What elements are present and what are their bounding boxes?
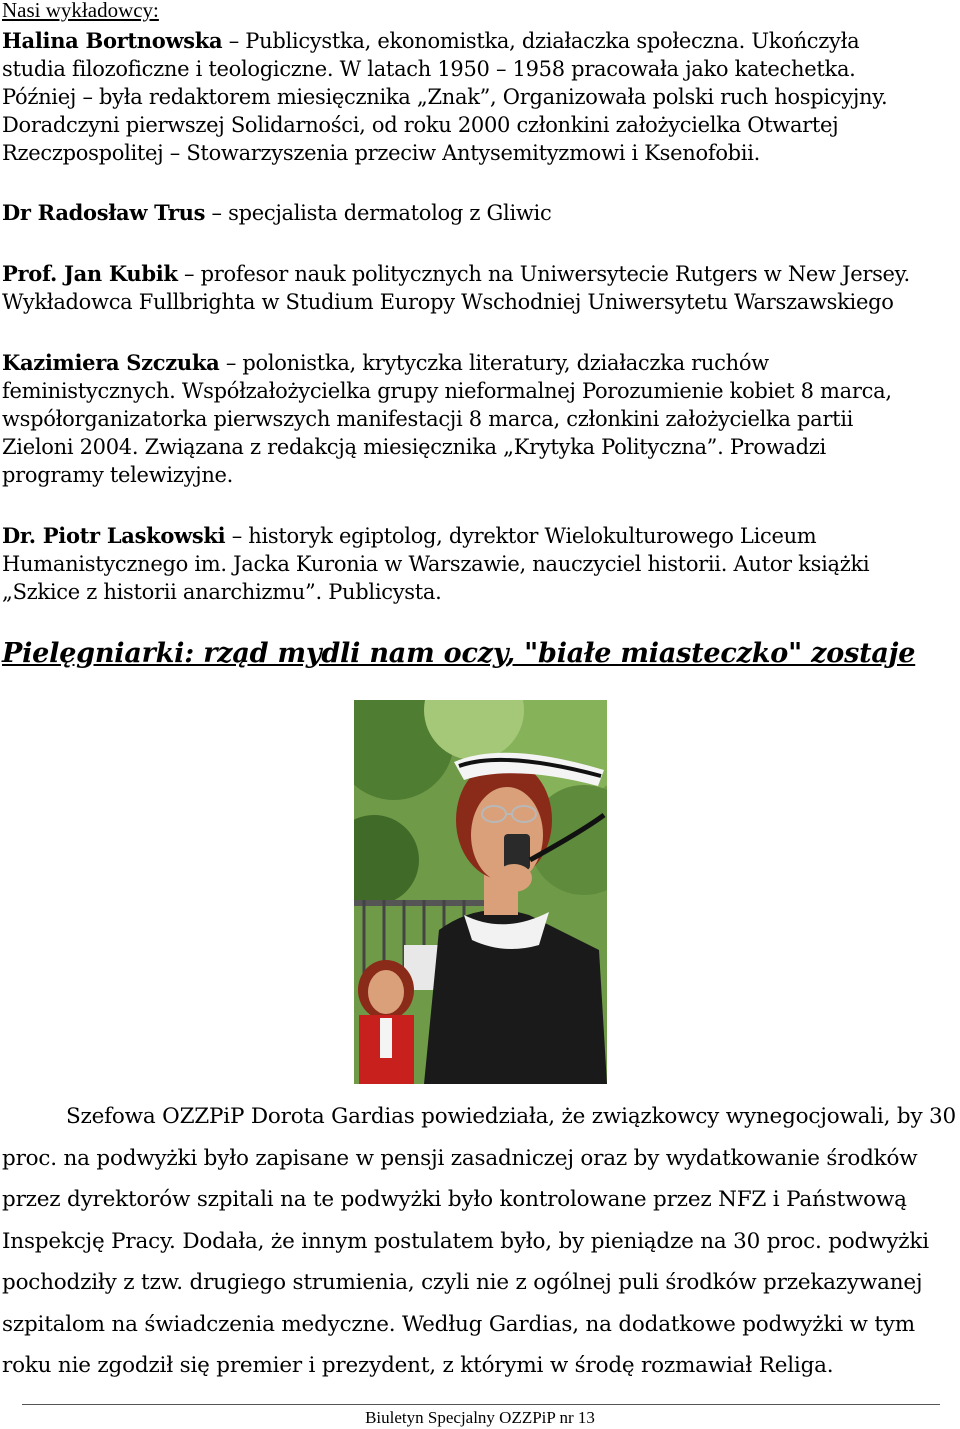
lecturer-desc-line: współorganizatorka pierwszych manifestacji 8 marca, członkini założycielka partii xyxy=(2,407,854,431)
article-line: roku nie zgodził się premier i prezydent, z którymi w środę rozmawiał Religa. xyxy=(2,1353,834,1378)
lecturer-desc-line: „Szkice z historii anarchizmu”. Publicysta. xyxy=(2,580,442,604)
section-title: Nasi wykładowcy: xyxy=(2,0,159,22)
article-line: przez dyrektorów szpitali na te podwyżki było kontrolowane przez NFZ i Państwową xyxy=(2,1187,907,1212)
lecturer-desc-line: – specjalista dermatolog z Gliwic xyxy=(205,201,552,225)
lecturer-desc-line: Wykładowca Fullbrighta w Studium Europy Wschodniej Uniwersytetu Warszawskiego xyxy=(2,290,894,314)
lecturer-trus xyxy=(2,199,957,227)
lecturer-desc-line: Doradczyni pierwszej Solidarności, od roku 2000 członkini założycielka Otwartej xyxy=(2,113,839,137)
footer-divider xyxy=(22,1404,940,1405)
lecturer-name: Dr. Piotr Laskowski xyxy=(2,523,226,548)
lecturer-name: Prof. Jan Kubik xyxy=(2,261,178,286)
lecturer-name: Kazimiera Szczuka xyxy=(2,350,220,375)
lecturer-name: Halina Bortnowska xyxy=(2,28,223,53)
lecturer-desc-line: – profesor nauk politycznych na Uniwersytecie Rutgers w New Jersey. xyxy=(177,262,910,286)
lecturer-desc-line: – historyk egiptolog, dyrektor Wielokulturowego Liceum xyxy=(225,524,817,548)
article-line: Szefowa OZZPiP Dorota Gardias powiedziała, że związkowcy wynegocjowali, by 30 xyxy=(66,1104,956,1129)
page-footer: Biuletyn Specjalny OZZPiP nr 13 xyxy=(365,1408,595,1427)
lecturer-desc-line: Rzeczpospolitej – Stowarzyszenia przeciw Antysemityzmowi i Ksenofobii. xyxy=(2,141,761,165)
lecturer-name: Dr Radosław Trus xyxy=(2,200,206,225)
article-line: pochodziły z tzw. drugiego strumienia, czyli nie z ogólnej puli środków przekazywanej xyxy=(2,1270,923,1295)
article-photo xyxy=(354,700,607,1084)
nurse-protest-photo xyxy=(354,700,607,1084)
article-line: proc. na podwyżki było zapisane w pensji zasadniczej oraz by wydatkowanie środków xyxy=(2,1145,918,1171)
lecturer-laskowski xyxy=(2,522,957,606)
lecturer-desc-line: programy telewizyjne. xyxy=(2,463,234,487)
article-line: Inspekcję Pracy. Dodała, że innym postulatem było, by pieniądze na 30 proc. podwyżki xyxy=(2,1228,929,1254)
lecturer-desc-line: studia filozoficzne i teologiczne. W latach 1950 – 1958 pracowała jako katechetka. xyxy=(2,57,856,81)
lecturer-desc-line: feministycznych. Współzałożycielka grupy nieformalnej Porozumienie kobiet 8 marca, xyxy=(2,379,892,403)
lecturer-desc-line: Zieloni 2004. Związana z redakcją miesięcznika „Krytyka Polityczna”. Prowadzi xyxy=(2,435,826,459)
article-line: szpitalom na świadczenia medyczne. Według Gardias, na dodatkowe podwyżki w tym xyxy=(2,1311,915,1337)
lecturer-kubik xyxy=(2,260,957,316)
lecturer-desc-line: Później – była redaktorem miesięcznika „Znak”, Organizowała polski ruch hospicyjny. xyxy=(2,85,888,109)
lecturer-desc-line: – Publicystka, ekonomistka, działaczka społeczna. Ukończyła xyxy=(222,29,860,53)
article-headline: Pielęgniarki: rząd mydli nam oczy, "białe miasteczko" zostaje xyxy=(2,638,916,669)
lecturer-szczuka xyxy=(2,349,957,489)
lecturer-desc-line: Humanistycznego im. Jacka Kuronia w Warszawie, nauczyciel historii. Autor książki xyxy=(2,552,870,576)
article-body xyxy=(2,1096,960,1387)
lecturer-bortnowska xyxy=(2,27,957,167)
lecturer-desc-line: – polonistka, krytyczka literatury, działaczka ruchów xyxy=(219,351,769,375)
